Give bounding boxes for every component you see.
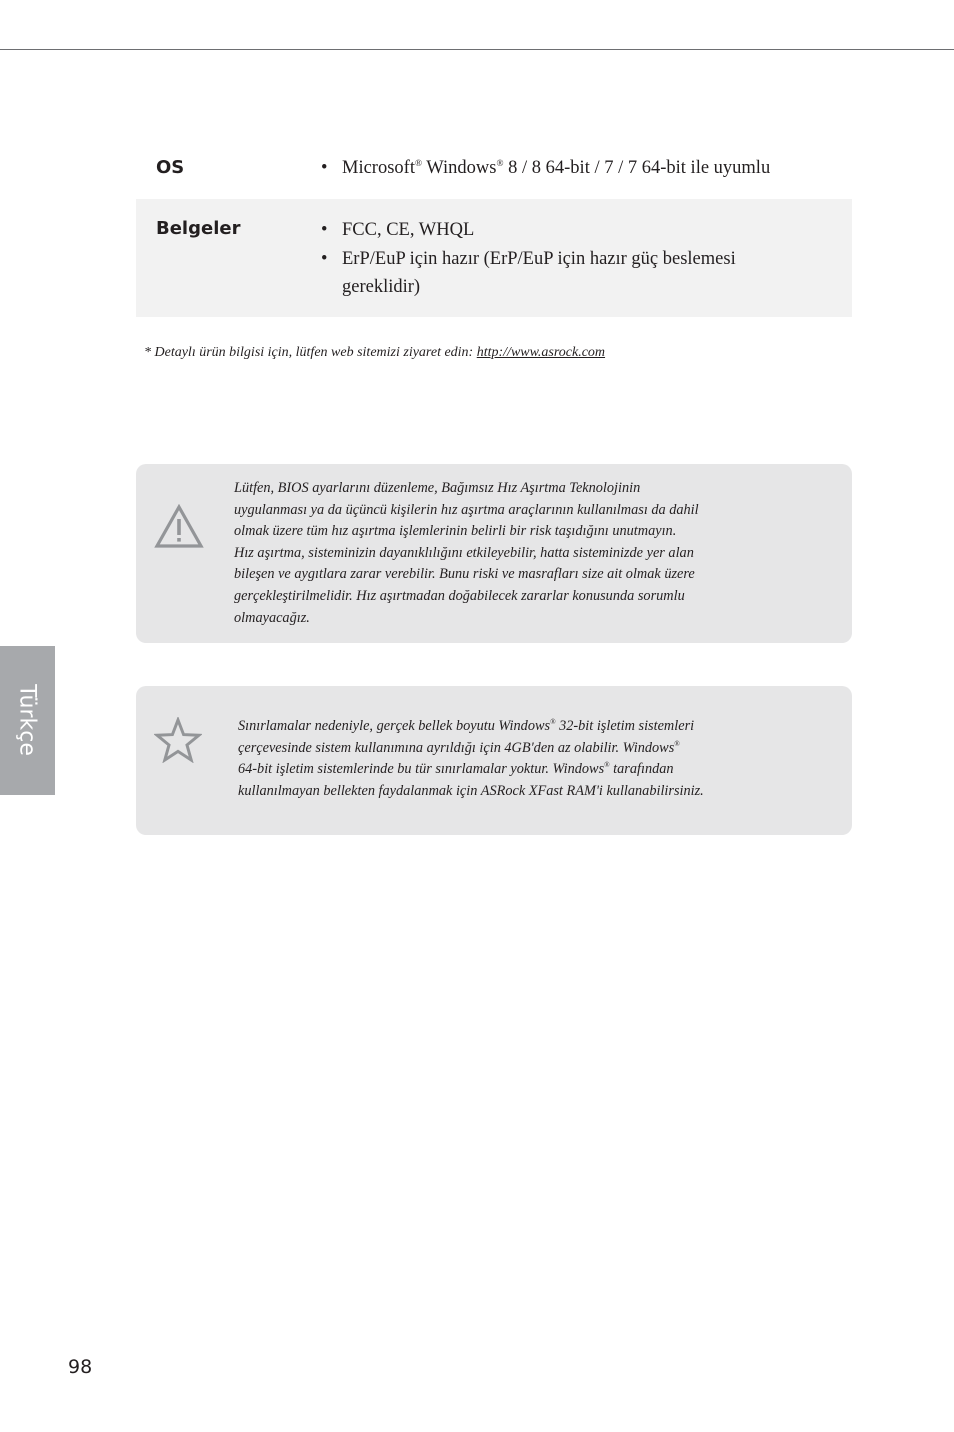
spec-item [321,154,821,183]
memory-note-text [238,716,704,802]
spec-label-documents: Belgeler [156,218,241,239]
spec-list-os [321,154,821,183]
language-side-tab [0,646,55,795]
bullet: • [321,220,328,240]
footnote [144,345,605,361]
note-line: çerçevesinde sistem kullanımına ayrıldığı için 4GB'den az olabilir. Windows® [238,739,680,756]
spec-list-documents [321,216,821,302]
page-number: 98 [68,1356,93,1378]
note-line: uygulanması ya da üçüncü kişilerin hız aşırtma araçlarının kullanılması da dahil [234,501,699,518]
language-tab-label: Türkçe [14,684,40,756]
warning-triangle-icon [154,504,204,550]
asrock-website-link[interactable]: http://www.asrock.com [476,345,606,360]
star-icon [154,717,202,763]
note-line: olmak üzere tüm hız aşırtma işlemlerinin belirli bir risk taşıdığını unutmayın. [234,523,677,540]
spec-label-os: OS [156,157,185,178]
note-line: gerçekleştirilmelidir. Hız aşırtmadan doğabilecek zararlar konusunda sorumlu [234,587,685,604]
spec-item-text: ErP/EuP için hazır (ErP/EuP için hazır güç beslemesi [342,248,736,269]
spec-item [321,216,821,245]
note-line: Sınırlamalar nedeniyle, gerçek bellek boyutu Windows® 32-bit işletim sistemleri [238,718,695,734]
spec-row-documents [136,199,852,317]
warning-note [136,464,852,643]
warning-note-text [234,478,699,629]
spec-item-text-continued: gereklidir) [342,277,421,297]
bullet: • [321,248,328,269]
bullet: • [321,158,328,178]
note-line: bileşen ve aygıtlara zarar verebilir. Bunu riski ve masrafları size ait olmak üzere [234,566,695,583]
note-line: kullanılmayan bellekten faydalanmak için ASRock XFast RAM'i kullanabilirsiniz. [238,782,704,799]
header-rule [0,49,954,50]
spec-item-text: FCC, CE, WHQL [342,220,475,240]
spec-row-os [136,148,852,198]
spec-item [321,245,821,302]
note-line: Hız aşırtma, sisteminizin dayanıklılığını etkileyebilir, hatta sisteminizde yer alan [234,544,694,561]
note-line: olmayacağız. [234,609,310,626]
memory-note [136,686,852,835]
note-line: Lütfen, BIOS ayarlarını düzenleme, Bağımsız Hız Aşırtma Teknolojinin [234,480,641,496]
spec-item-text: Microsoft® Windows® 8 / 8 64-bit / 7 / 7 64-bit ile uyumlu [342,158,771,178]
footnote-text: * Detaylı ürün bilgisi için, lütfen web sitemizi ziyaret edin: [144,345,477,360]
note-line: 64-bit işletim sistemlerinde bu tür sınırlamalar yoktur. Windows® tarafından [238,761,674,778]
